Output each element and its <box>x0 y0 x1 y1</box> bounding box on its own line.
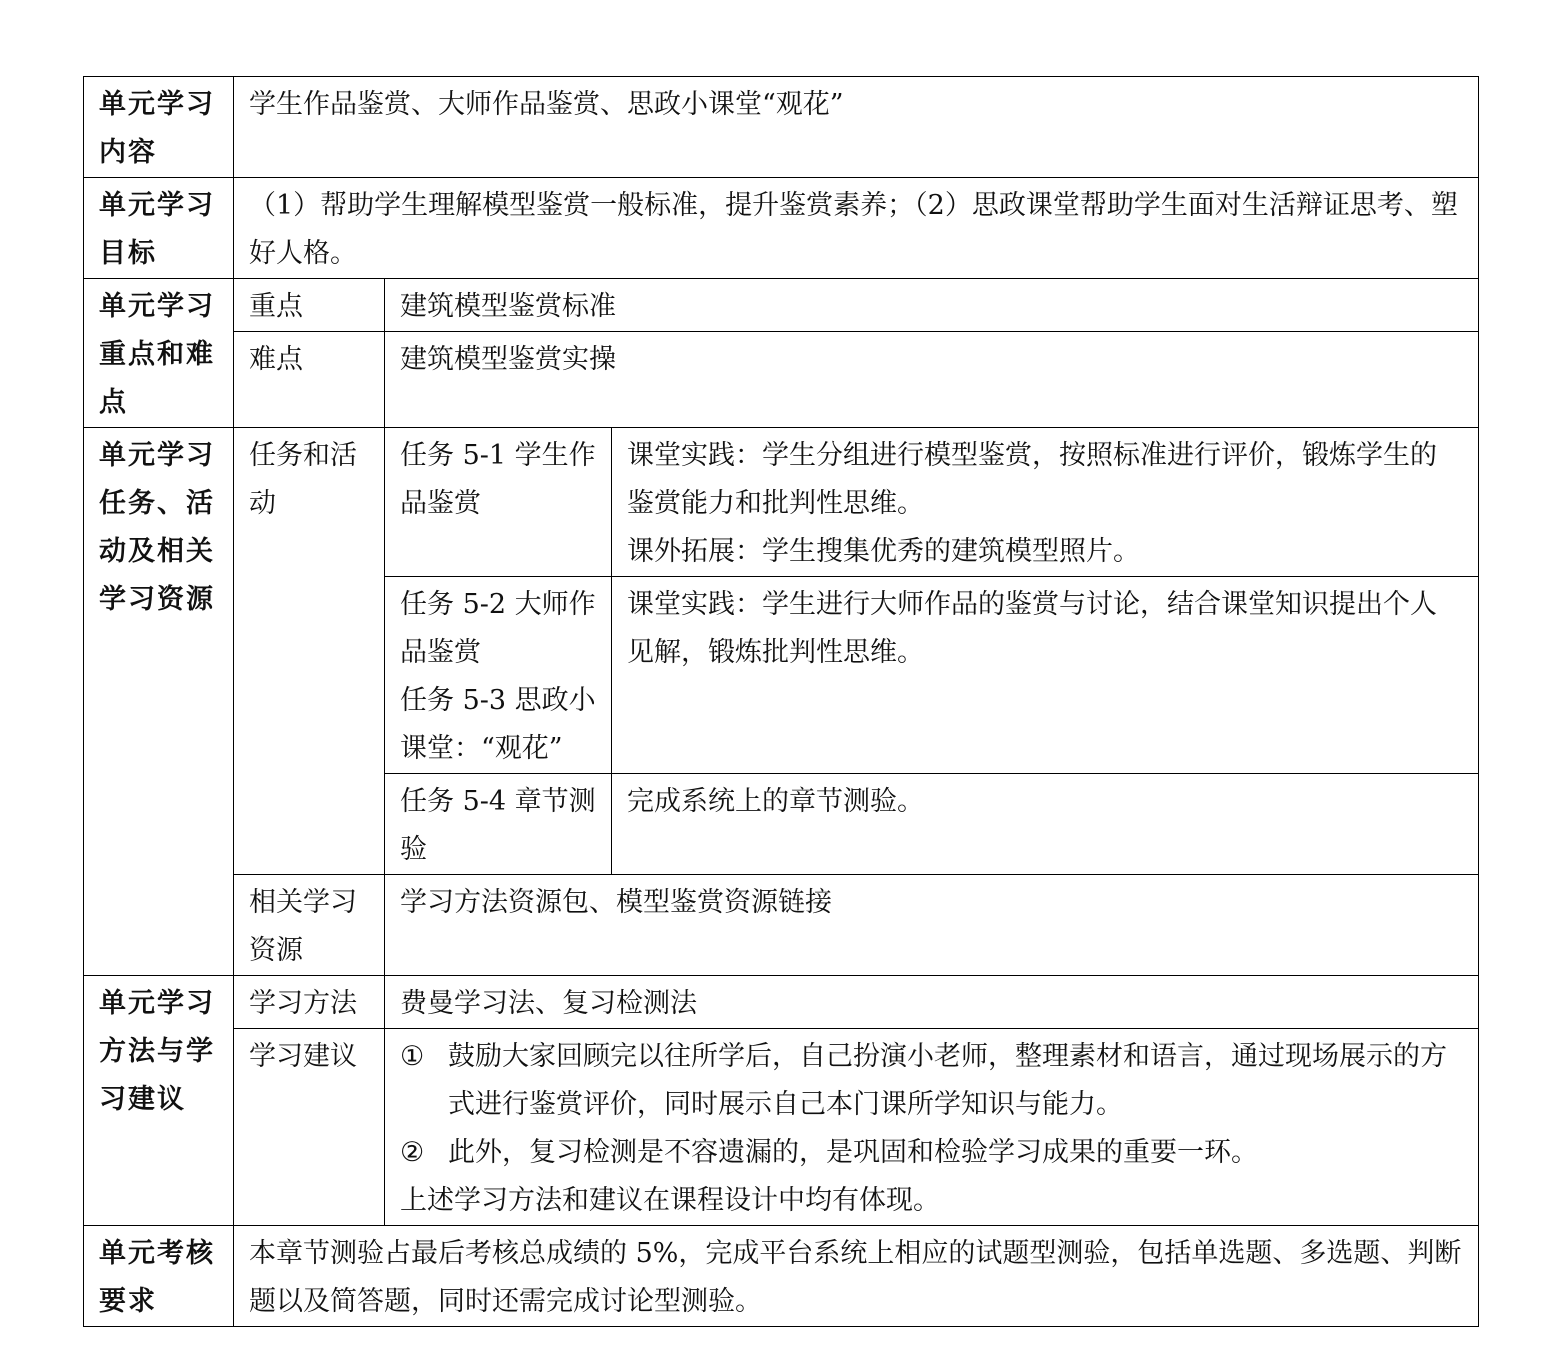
difficulty-text: 建筑模型鉴赏实操 <box>385 332 1479 428</box>
task-description <box>612 577 1479 774</box>
task-name: 任务 5-1 学生作品鉴赏 <box>385 428 612 577</box>
resources-text: 学习方法资源包、模型鉴赏资源链接 <box>385 875 1479 976</box>
task-name-line: 任务 5-2 大师作品鉴赏 <box>400 589 596 668</box>
row-key-focus <box>84 279 1479 332</box>
difficulty-label: 难点 <box>234 332 385 428</box>
header-key-points: 单元学习重点和难点 <box>84 279 234 428</box>
row-resources <box>84 875 1479 976</box>
header-unit-content: 单元学习内容 <box>84 77 234 178</box>
unit-goal-text: （1）帮助学生理解模型鉴赏一般标准，提升鉴赏素养；（2）思政课堂帮助学生面对生活辩证思考、塑好人格。 <box>234 178 1479 279</box>
advice-text: 此外，复习检测是不容遗漏的，是巩固和检验学习成果的重要一环。 <box>448 1137 1258 1168</box>
header-exam: 单元考核要求 <box>84 1226 234 1327</box>
row-unit-content <box>84 77 1479 178</box>
advice-item <box>400 1033 1463 1129</box>
tasks-sub-label: 任务和活动 <box>234 428 385 875</box>
task-name-line: 任务 5-3 思政小课堂：“观花” <box>400 685 596 764</box>
row-advice <box>84 1029 1479 1226</box>
resources-label: 相关学习资源 <box>234 875 385 976</box>
task-description <box>612 428 1479 577</box>
header-methods: 单元学习方法与学习建议 <box>84 976 234 1226</box>
task-description-line: 课堂实践：学生进行大师作品的鉴赏与讨论，结合课堂知识提出个人见解，锻炼批判性思维。 <box>627 589 1437 668</box>
row-unit-goal <box>84 178 1479 279</box>
row-method <box>84 976 1479 1029</box>
advice-footer: 上述学习方法和建议在课程设计中均有体现。 <box>400 1185 940 1216</box>
method-text: 费曼学习法、复习检测法 <box>385 976 1479 1029</box>
task-description-line: 完成系统上的章节测验。 <box>627 786 924 817</box>
focus-label: 重点 <box>234 279 385 332</box>
task-description <box>612 774 1479 875</box>
task-description-line: 课堂实践：学生分组进行模型鉴赏，按照标准进行评价，锻炼学生的鉴赏能力和批判性思维。 <box>627 440 1437 519</box>
advice-number: ① <box>400 1041 425 1072</box>
header-tasks: 单元学习任务、活动及相关学习资源 <box>84 428 234 976</box>
task-description-line: 课外拓展：学生搜集优秀的建筑模型照片。 <box>627 536 1140 567</box>
row-task-1 <box>84 428 1479 577</box>
row-key-difficulty <box>84 332 1479 428</box>
task-name <box>385 577 612 774</box>
focus-text: 建筑模型鉴赏标准 <box>385 279 1479 332</box>
header-unit-goal: 单元学习目标 <box>84 178 234 279</box>
advice-number: ② <box>400 1137 425 1168</box>
task-name: 任务 5-4 章节测验 <box>385 774 612 875</box>
unit-plan-table <box>83 76 1479 1327</box>
row-exam <box>84 1226 1479 1327</box>
advice-content <box>385 1029 1479 1226</box>
method-label: 学习方法 <box>234 976 385 1029</box>
advice-item <box>400 1129 1463 1177</box>
unit-content-text: 学生作品鉴赏、大师作品鉴赏、思政小课堂“观花” <box>234 77 1479 178</box>
advice-label: 学习建议 <box>234 1029 385 1226</box>
exam-text: 本章节测验占最后考核总成绩的 5%，完成平台系统上相应的试题型测验，包括单选题、多选题、判断题以及简答题，同时还需完成讨论型测验。 <box>234 1226 1479 1327</box>
advice-text: 鼓励大家回顾完以往所学后，自己扮演小老师，整理素材和语言，通过现场展示的方式进行鉴赏评价，同时展示自己本门课所学知识与能力。 <box>448 1041 1447 1120</box>
